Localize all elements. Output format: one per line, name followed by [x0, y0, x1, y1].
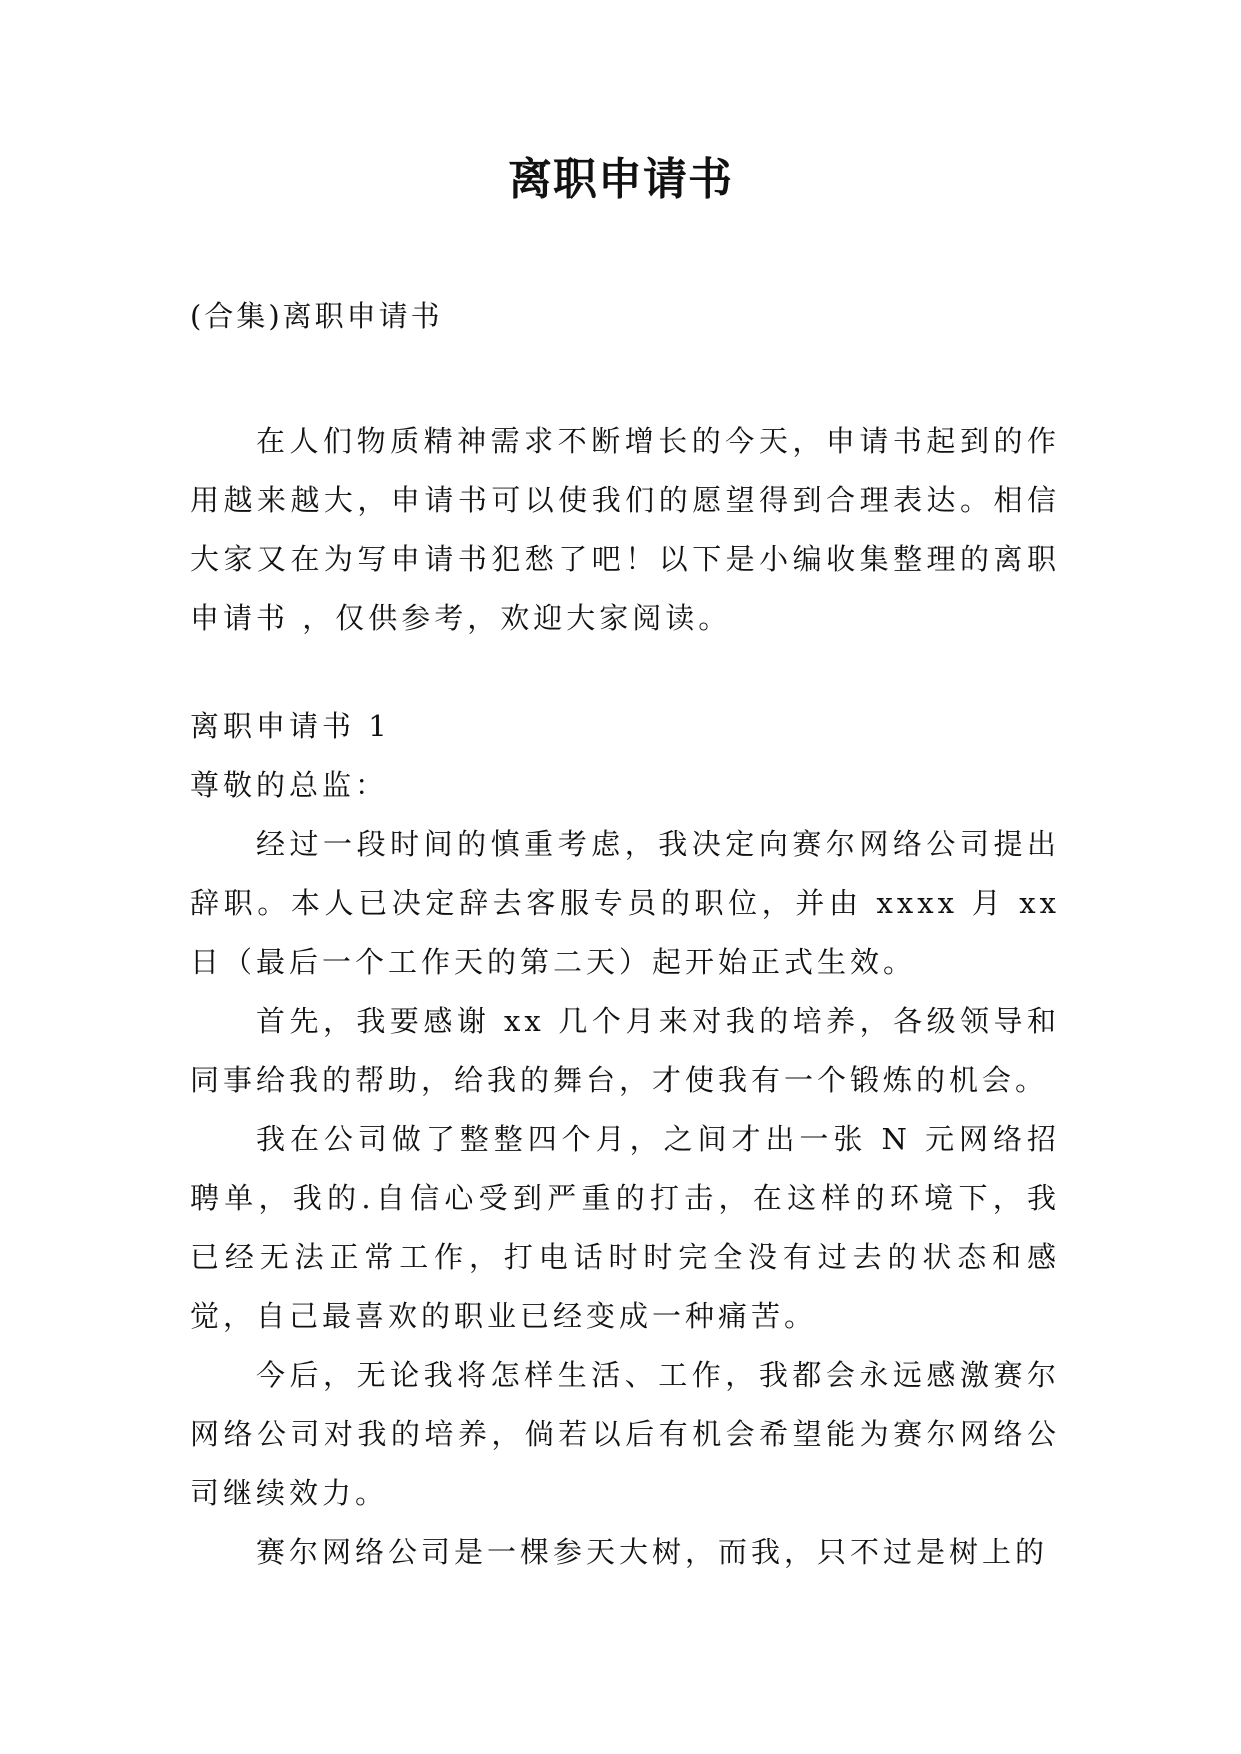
document-subtitle: (合集)离职申请书 [190, 299, 443, 333]
letter-section [190, 697, 1060, 1582]
letter-paragraph: 我在公司做了整整四个月，之间才出一张 N 元网络招聘单，我的.自信心受到严重的打击，在这样的环境下，我已经无法正常工作，打电话时时完全没有过去的状态和感觉，自己最喜欢的职业已经变成一种痛苦。 [190, 1122, 1060, 1333]
letter-heading: 离职申请书 1 [190, 709, 391, 743]
letter-paragraph: 经过一段时间的慎重考虑，我决定向赛尔网络公司提出辞职。本人已决定辞去客服专员的职位，并由 xxxx 月 xx 日（最后一个工作天的第二天）起开始正式生效。 [190, 827, 1060, 979]
intro-paragraph: 在人们物质精神需求不断增长的今天，申请书起到的作用越来越大，申请书可以使我们的愿望得到合理表达。相信大家又在为写申请书犯愁了吧！以下是小编收集整理的离职申请书 ，仅供参考，欢迎大家阅读。 [190, 424, 1060, 635]
letter-paragraph: 赛尔网络公司是一棵参天大树，而我，只不过是树上的 [256, 1535, 1049, 1569]
letter-salutation: 尊敬的总监： [190, 768, 389, 802]
letter-paragraph: 首先，我要感谢 xx 几个月来对我的培养，各级领导和同事给我的帮助，给我的舞台，才使我有一个锻炼的机会。 [190, 1004, 1060, 1097]
letter-paragraph: 今后，无论我将怎样生活、工作，我都会永远感激赛尔网络公司对我的培养，倘若以后有机会希望能为赛尔网络公司继续效力。 [190, 1358, 1060, 1510]
document-title: 离职申请书 [508, 154, 733, 205]
